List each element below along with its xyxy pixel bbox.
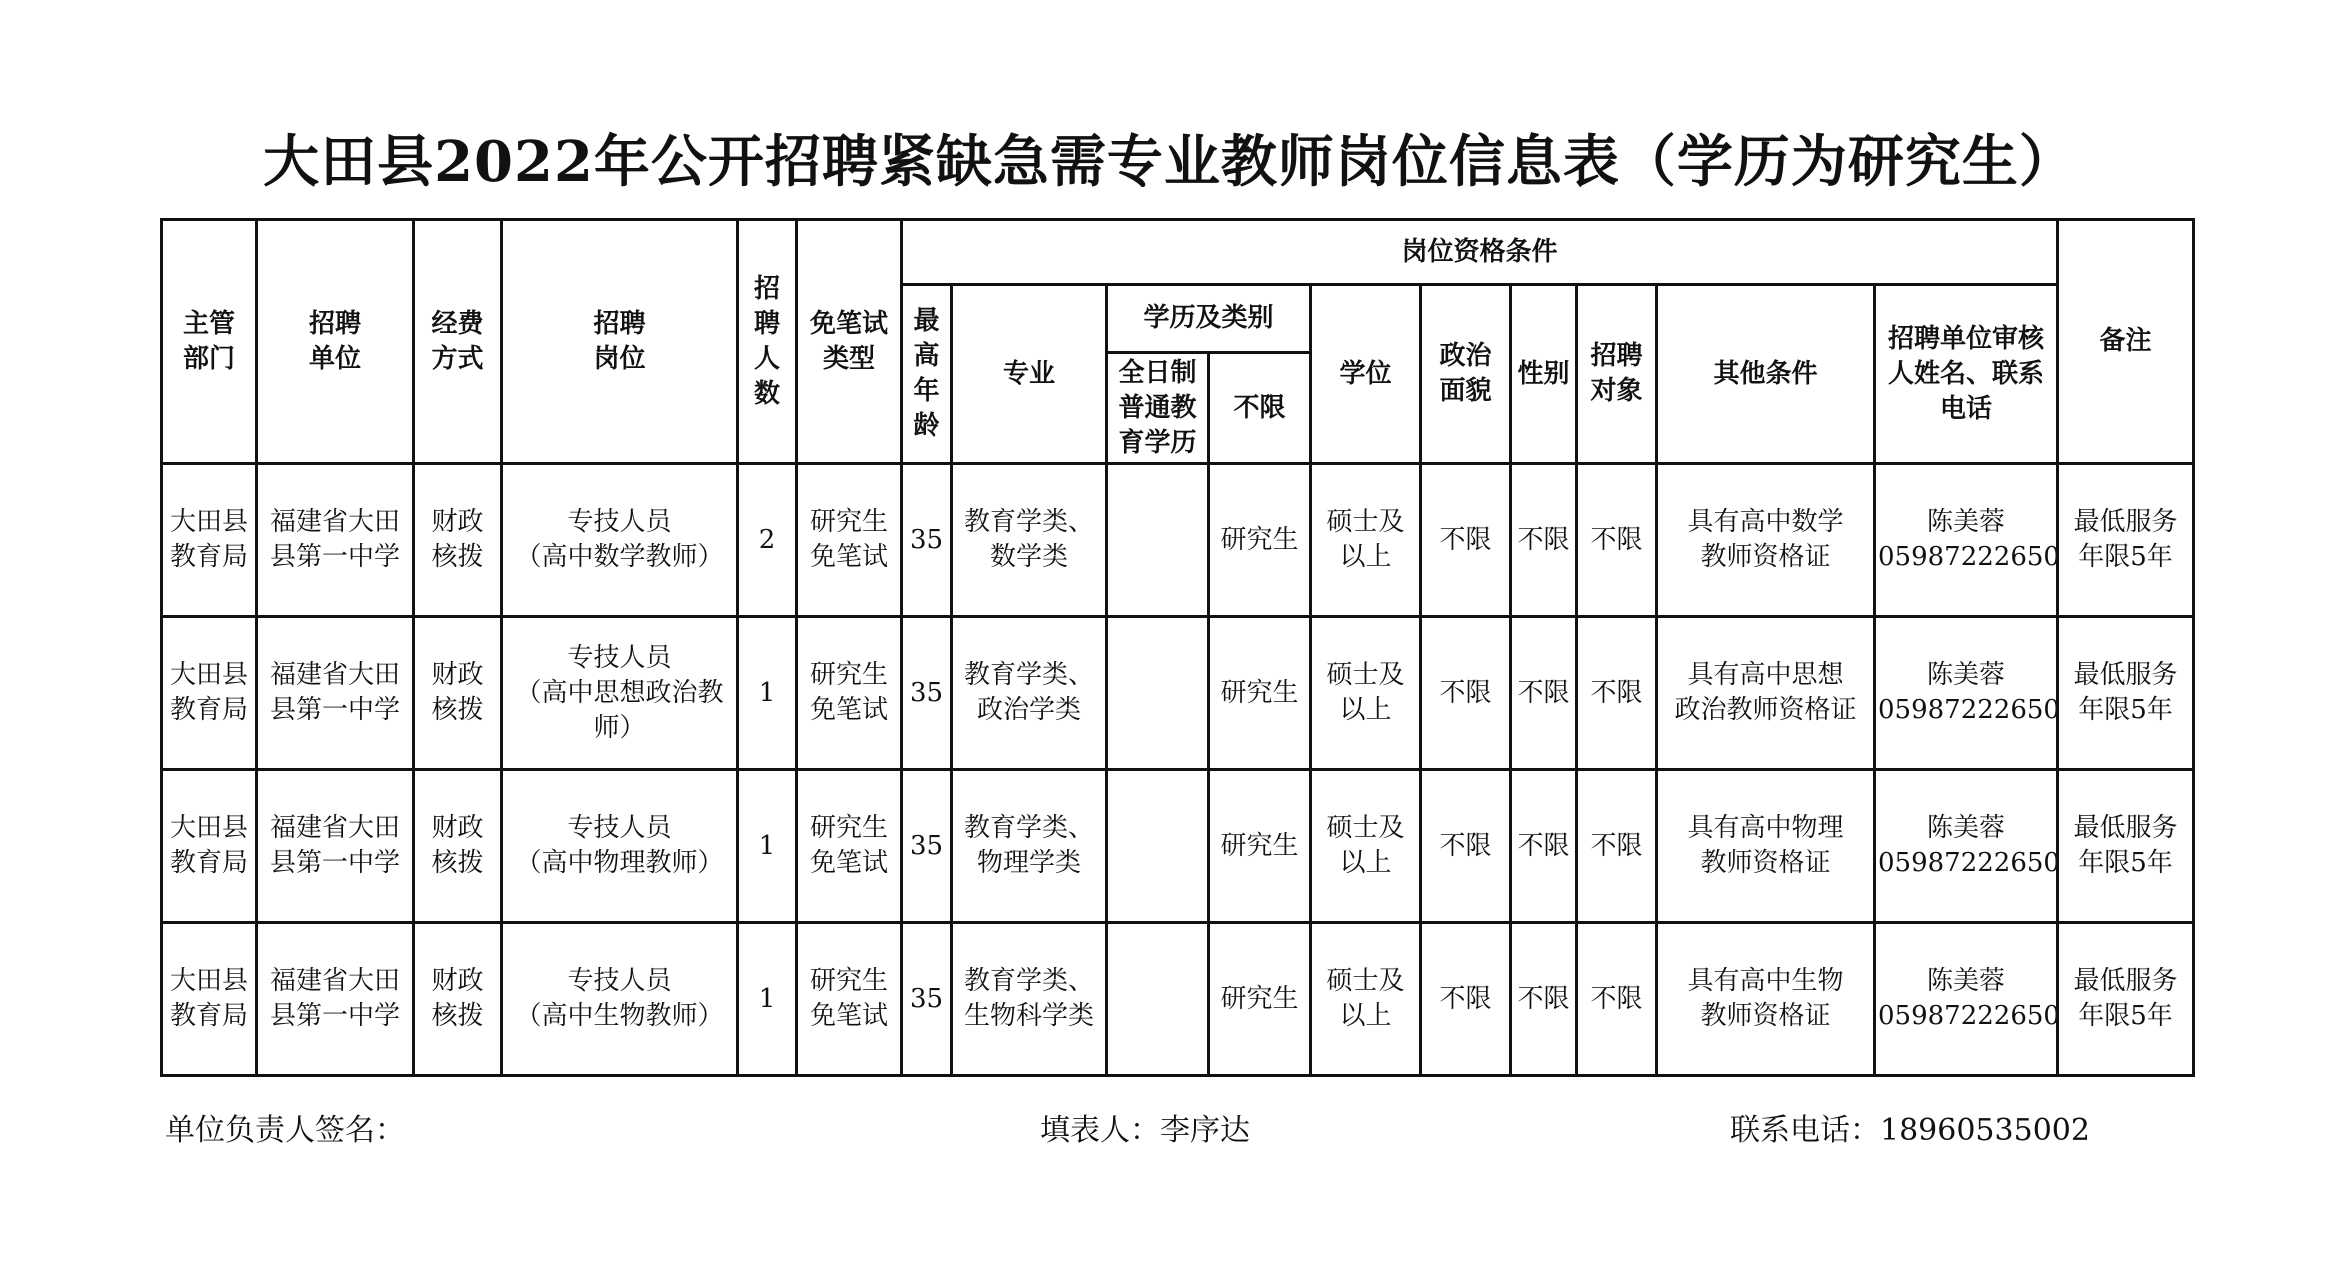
cell-unit: 福建省大田 县第一中学 xyxy=(257,617,414,770)
table-row xyxy=(162,770,2194,923)
contact-phone: 联系电话：18960535002 xyxy=(1730,1113,2090,1148)
cell-edu-unlimited: 研究生 xyxy=(1209,617,1311,770)
cell-major: 教育学类、 数学类 xyxy=(952,464,1107,617)
cell-gender: 不限 xyxy=(1511,617,1577,770)
cell-reviewer: 陈美蓉 05987222650 xyxy=(1875,770,2058,923)
cell-other: 具有高中物理 教师资格证 xyxy=(1657,770,1875,923)
header-other: 其他条件 xyxy=(1657,285,1875,464)
header-row-1 xyxy=(162,220,2194,285)
cell-major: 教育学类、 政治学类 xyxy=(952,617,1107,770)
cell-political: 不限 xyxy=(1421,770,1511,923)
table-row xyxy=(162,617,2194,770)
cell-gender: 不限 xyxy=(1511,770,1577,923)
cell-dept: 大田县 教育局 xyxy=(162,464,257,617)
header-count: 招 聘 人 数 xyxy=(738,220,797,464)
cell-reviewer: 陈美蓉 05987222650 xyxy=(1875,464,2058,617)
cell-target: 不限 xyxy=(1577,617,1657,770)
cell-edu-unlimited: 研究生 xyxy=(1209,923,1311,1076)
header-edu-unlimited: 不限 xyxy=(1209,353,1311,464)
cell-count: 2 xyxy=(738,464,797,617)
cell-gender: 不限 xyxy=(1511,923,1577,1076)
header-qualifications: 岗位资格条件 xyxy=(902,220,2058,285)
cell-position: 专技人员 （高中物理教师） xyxy=(502,770,738,923)
cell-edu-unlimited: 研究生 xyxy=(1209,770,1311,923)
cell-political: 不限 xyxy=(1421,617,1511,770)
cell-edu-fulltime xyxy=(1107,617,1209,770)
cell-unit: 福建省大田 县第一中学 xyxy=(257,464,414,617)
header-gender: 性别 xyxy=(1511,285,1577,464)
header-education: 学历及类别 xyxy=(1107,285,1311,353)
header-funding: 经费 方式 xyxy=(414,220,502,464)
cell-political: 不限 xyxy=(1421,464,1511,617)
header-max-age: 最 高 年 龄 xyxy=(902,285,952,464)
cell-remark: 最低服务 年限5年 xyxy=(2058,923,2194,1076)
positions-table xyxy=(160,218,2195,1077)
header-exam-type: 免笔试 类型 xyxy=(797,220,902,464)
cell-position: 专技人员 （高中数学教师） xyxy=(502,464,738,617)
page-title: 大田县2022年公开招聘紧缺急需专业教师岗位信息表（学历为研究生） xyxy=(263,129,2076,195)
cell-other: 具有高中思想 政治教师资格证 xyxy=(1657,617,1875,770)
cell-reviewer: 陈美蓉 05987222650 xyxy=(1875,923,2058,1076)
cell-other: 具有高中数学 教师资格证 xyxy=(1657,464,1875,617)
signature-label: 单位负责人签名： xyxy=(165,1113,405,1148)
cell-exam-type: 研究生 免笔试 xyxy=(797,617,902,770)
header-edu-fulltime: 全日制 普通教 育学历 xyxy=(1107,353,1209,464)
cell-count: 1 xyxy=(738,617,797,770)
cell-edu-fulltime xyxy=(1107,923,1209,1076)
cell-max-age: 35 xyxy=(902,923,952,1076)
cell-other: 具有高中生物 教师资格证 xyxy=(1657,923,1875,1076)
header-degree: 学位 xyxy=(1311,285,1421,464)
cell-major: 教育学类、 生物科学类 xyxy=(952,923,1107,1076)
cell-count: 1 xyxy=(738,770,797,923)
cell-remark: 最低服务 年限5年 xyxy=(2058,770,2194,923)
cell-exam-type: 研究生 免笔试 xyxy=(797,923,902,1076)
filler-label: 填表人：李序达 xyxy=(1040,1113,1250,1148)
cell-degree: 硕士及 以上 xyxy=(1311,770,1421,923)
cell-count: 1 xyxy=(738,923,797,1076)
cell-remark: 最低服务 年限5年 xyxy=(2058,464,2194,617)
cell-remark: 最低服务 年限5年 xyxy=(2058,617,2194,770)
cell-exam-type: 研究生 免笔试 xyxy=(797,770,902,923)
cell-max-age: 35 xyxy=(902,770,952,923)
cell-position: 专技人员 （高中思想政治教 师） xyxy=(502,617,738,770)
header-dept: 主管 部门 xyxy=(162,220,257,464)
cell-major: 教育学类、 物理学类 xyxy=(952,770,1107,923)
cell-edu-fulltime xyxy=(1107,464,1209,617)
cell-degree: 硕士及 以上 xyxy=(1311,617,1421,770)
header-political: 政治 面貌 xyxy=(1421,285,1511,464)
cell-exam-type: 研究生 免笔试 xyxy=(797,464,902,617)
cell-edu-fulltime xyxy=(1107,770,1209,923)
cell-unit: 福建省大田 县第一中学 xyxy=(257,770,414,923)
table-row xyxy=(162,464,2194,617)
cell-dept: 大田县 教育局 xyxy=(162,617,257,770)
cell-funding: 财政 核拨 xyxy=(414,464,502,617)
cell-target: 不限 xyxy=(1577,923,1657,1076)
header-remark: 备注 xyxy=(2058,220,2194,464)
cell-funding: 财政 核拨 xyxy=(414,770,502,923)
cell-degree: 硕士及 以上 xyxy=(1311,464,1421,617)
header-unit: 招聘 单位 xyxy=(257,220,414,464)
cell-degree: 硕士及 以上 xyxy=(1311,923,1421,1076)
cell-target: 不限 xyxy=(1577,464,1657,617)
header-major: 专业 xyxy=(952,285,1107,464)
cell-max-age: 35 xyxy=(902,617,952,770)
cell-dept: 大田县 教育局 xyxy=(162,923,257,1076)
cell-dept: 大田县 教育局 xyxy=(162,770,257,923)
cell-unit: 福建省大田 县第一中学 xyxy=(257,923,414,1076)
cell-funding: 财政 核拨 xyxy=(414,923,502,1076)
header-reviewer: 招聘单位审核 人姓名、联系 电话 xyxy=(1875,285,2058,464)
cell-target: 不限 xyxy=(1577,770,1657,923)
cell-position: 专技人员 （高中生物教师） xyxy=(502,923,738,1076)
header-target: 招聘 对象 xyxy=(1577,285,1657,464)
cell-reviewer: 陈美蓉 05987222650 xyxy=(1875,617,2058,770)
header-position: 招聘 岗位 xyxy=(502,220,738,464)
cell-gender: 不限 xyxy=(1511,464,1577,617)
cell-political: 不限 xyxy=(1421,923,1511,1076)
cell-funding: 财政 核拨 xyxy=(414,617,502,770)
table-row xyxy=(162,923,2194,1076)
cell-edu-unlimited: 研究生 xyxy=(1209,464,1311,617)
cell-max-age: 35 xyxy=(902,464,952,617)
